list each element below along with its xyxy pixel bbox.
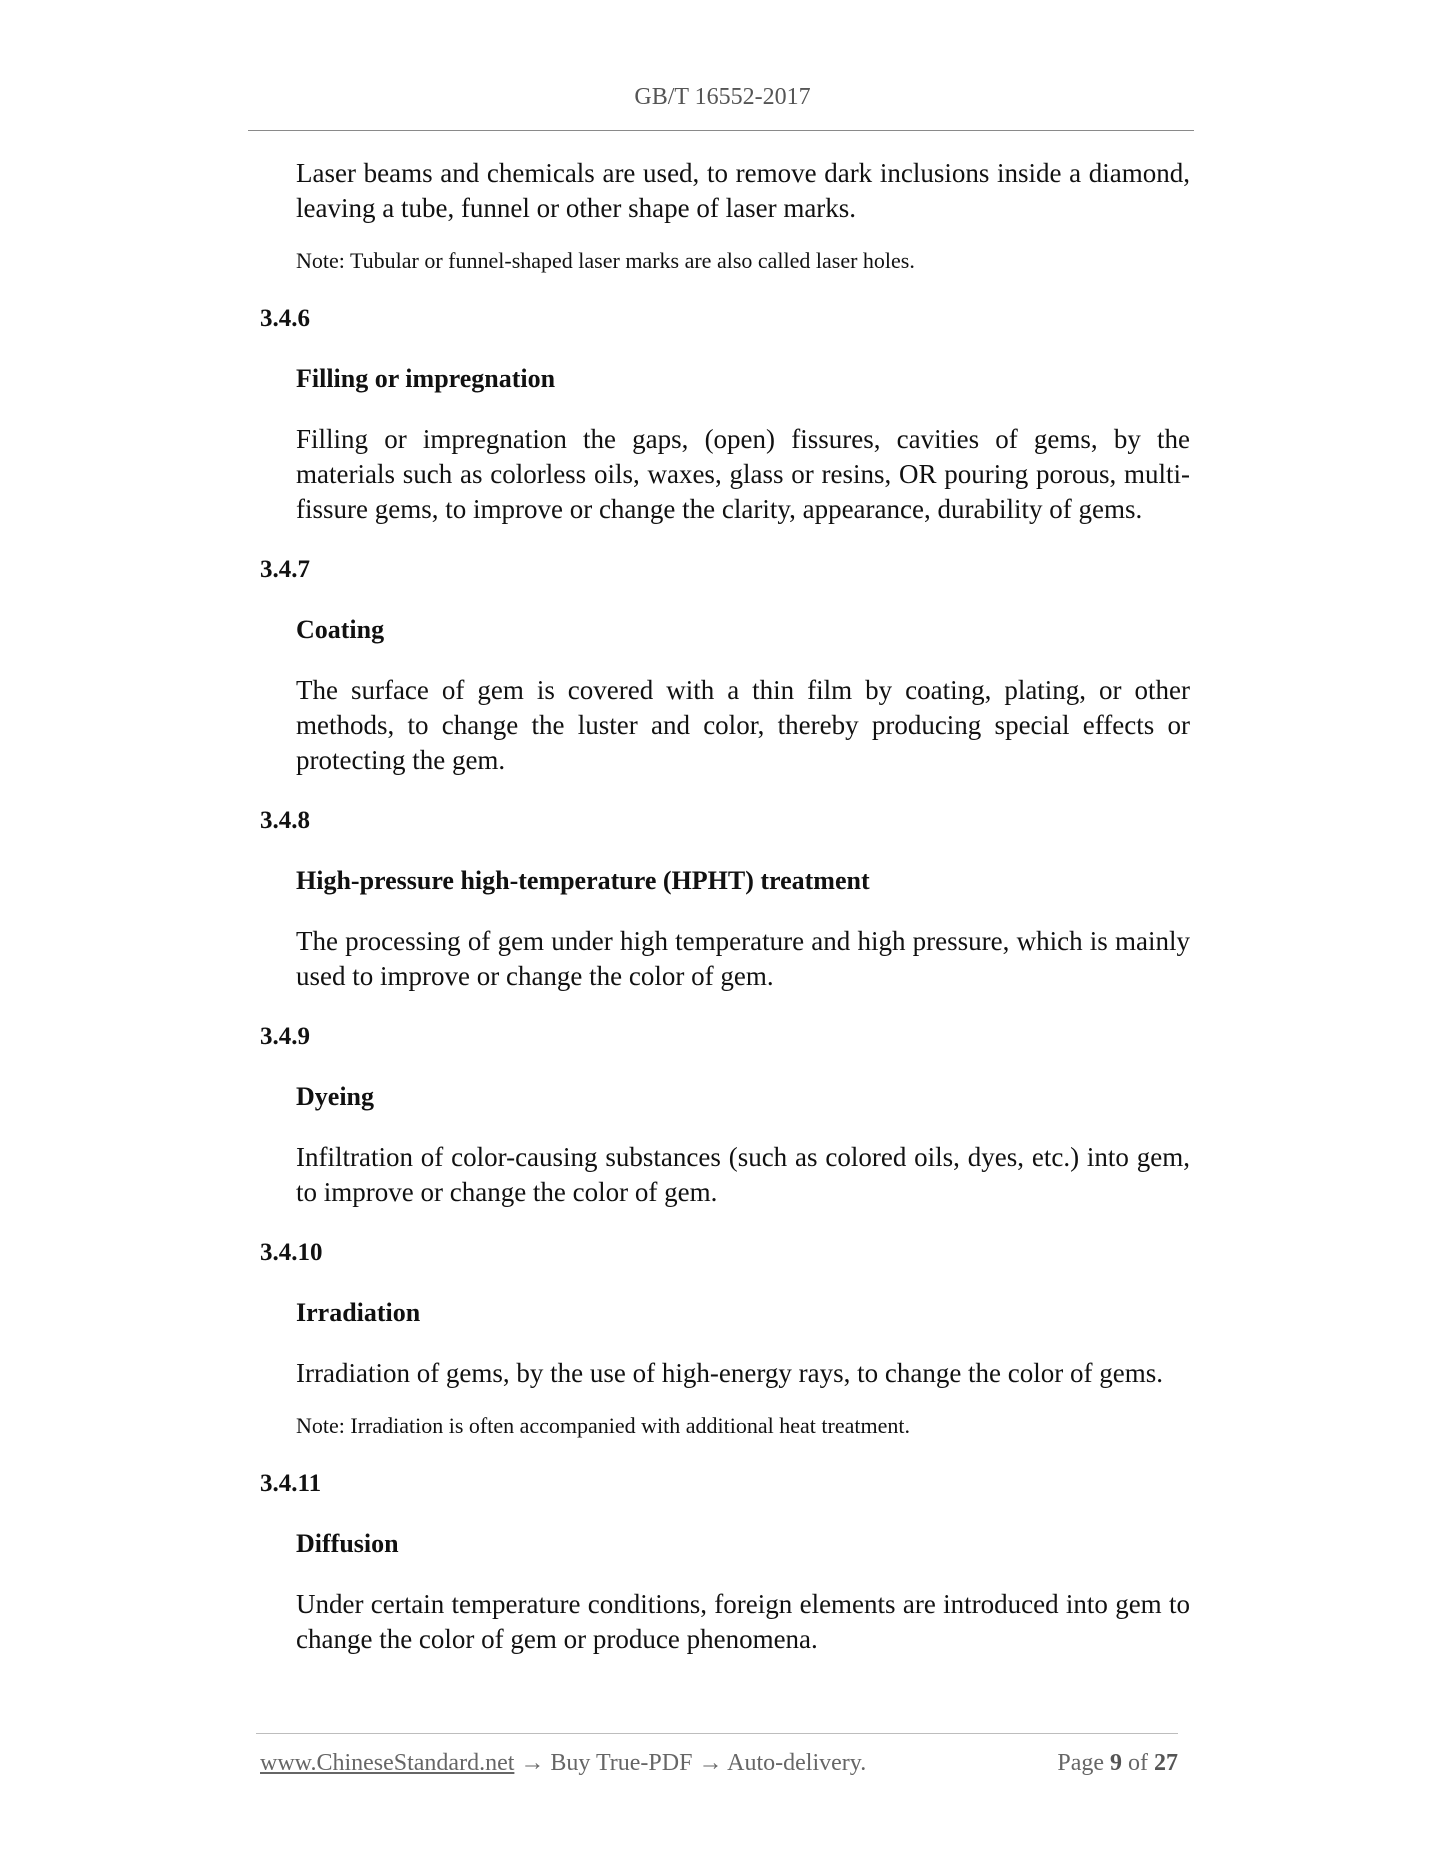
clause-definition: Infiltration of color-causing substances (such as colored oils, dyes, etc.) into gem, to improve or change the color of gem. xyxy=(296,1142,1190,1207)
clause-definition: The surface of gem is covered with a thin film by coating, plating, or other methods, to change the luster and color, thereby producing special effects or protecting the gem. xyxy=(296,675,1190,775)
clause-term: Coating xyxy=(296,615,385,644)
page-counter xyxy=(1057,1750,1178,1777)
clause-number: 3.4.7 xyxy=(260,556,310,583)
footer-promo xyxy=(260,1750,866,1777)
clause-3-4-9 xyxy=(260,1020,1190,1210)
clause-note: Note: Irradiation is often accompanied with additional heat treatment. xyxy=(296,1413,910,1438)
clause-term: Filling or impregnation xyxy=(296,364,556,393)
buy-pdf-text: Buy True-PDF xyxy=(550,1750,693,1776)
arrow-right-icon: → xyxy=(520,1750,545,1776)
footer-divider xyxy=(256,1733,1178,1734)
arrow-right-icon: → xyxy=(698,1750,723,1776)
clause-definition: The processing of gem under high temperature and high pressure, which is mainly used to improve or change the color of gem. xyxy=(296,926,1190,991)
of-label: of xyxy=(1128,1750,1148,1776)
clause-term: Diffusion xyxy=(296,1529,399,1558)
header-divider xyxy=(248,130,1194,131)
clause-term: Irradiation xyxy=(296,1298,421,1327)
clause-term: Dyeing xyxy=(296,1082,374,1111)
running-header: GB/T 16552-2017 xyxy=(634,84,811,110)
clause-number: 3.4.10 xyxy=(260,1239,323,1266)
clause-term: High-pressure high-temperature (HPHT) treatment xyxy=(296,866,870,895)
page-label: Page xyxy=(1057,1750,1104,1776)
intro-definition: Laser beams and chemicals are used, to remove dark inclusions inside a diamond, leaving a tube, funnel or other shape of laser marks. xyxy=(296,158,1190,223)
clause-3-4-10 xyxy=(260,1236,1190,1441)
clause-definition: Under certain temperature conditions, foreign elements are introduced into gem to change the color of gem or produce phenomena. xyxy=(296,1589,1190,1654)
clause-definition: Filling or impregnation the gaps, (open) fissures, cavities of gems, by the materials such as colorless oils, waxes, glass or resins, OR pouring porous, multi-fissure gems, to improve or change the clarity, appearance, durability of gems. xyxy=(296,424,1190,524)
page-body xyxy=(260,156,1190,1657)
auto-delivery-text: Auto-delivery. xyxy=(727,1750,867,1776)
clause-3-4-7 xyxy=(260,553,1190,778)
clause-3-4-6 xyxy=(260,302,1190,527)
intro-note: Note: Tubular or funnel-shaped laser marks are also called laser holes. xyxy=(296,248,915,273)
clause-number: 3.4.8 xyxy=(260,807,310,834)
clause-number: 3.4.6 xyxy=(260,305,310,332)
clause-number: 3.4.11 xyxy=(260,1470,322,1497)
clause-definition: Irradiation of gems, by the use of high-energy rays, to change the color of gems. xyxy=(296,1358,1163,1388)
site-link[interactable]: www.ChineseStandard.net xyxy=(260,1750,515,1776)
clause-3-4-11 xyxy=(260,1467,1190,1657)
page-total: 27 xyxy=(1154,1750,1178,1776)
clause-3-4-8 xyxy=(260,804,1190,994)
clause-number: 3.4.9 xyxy=(260,1023,310,1050)
page-current: 9 xyxy=(1110,1750,1122,1776)
